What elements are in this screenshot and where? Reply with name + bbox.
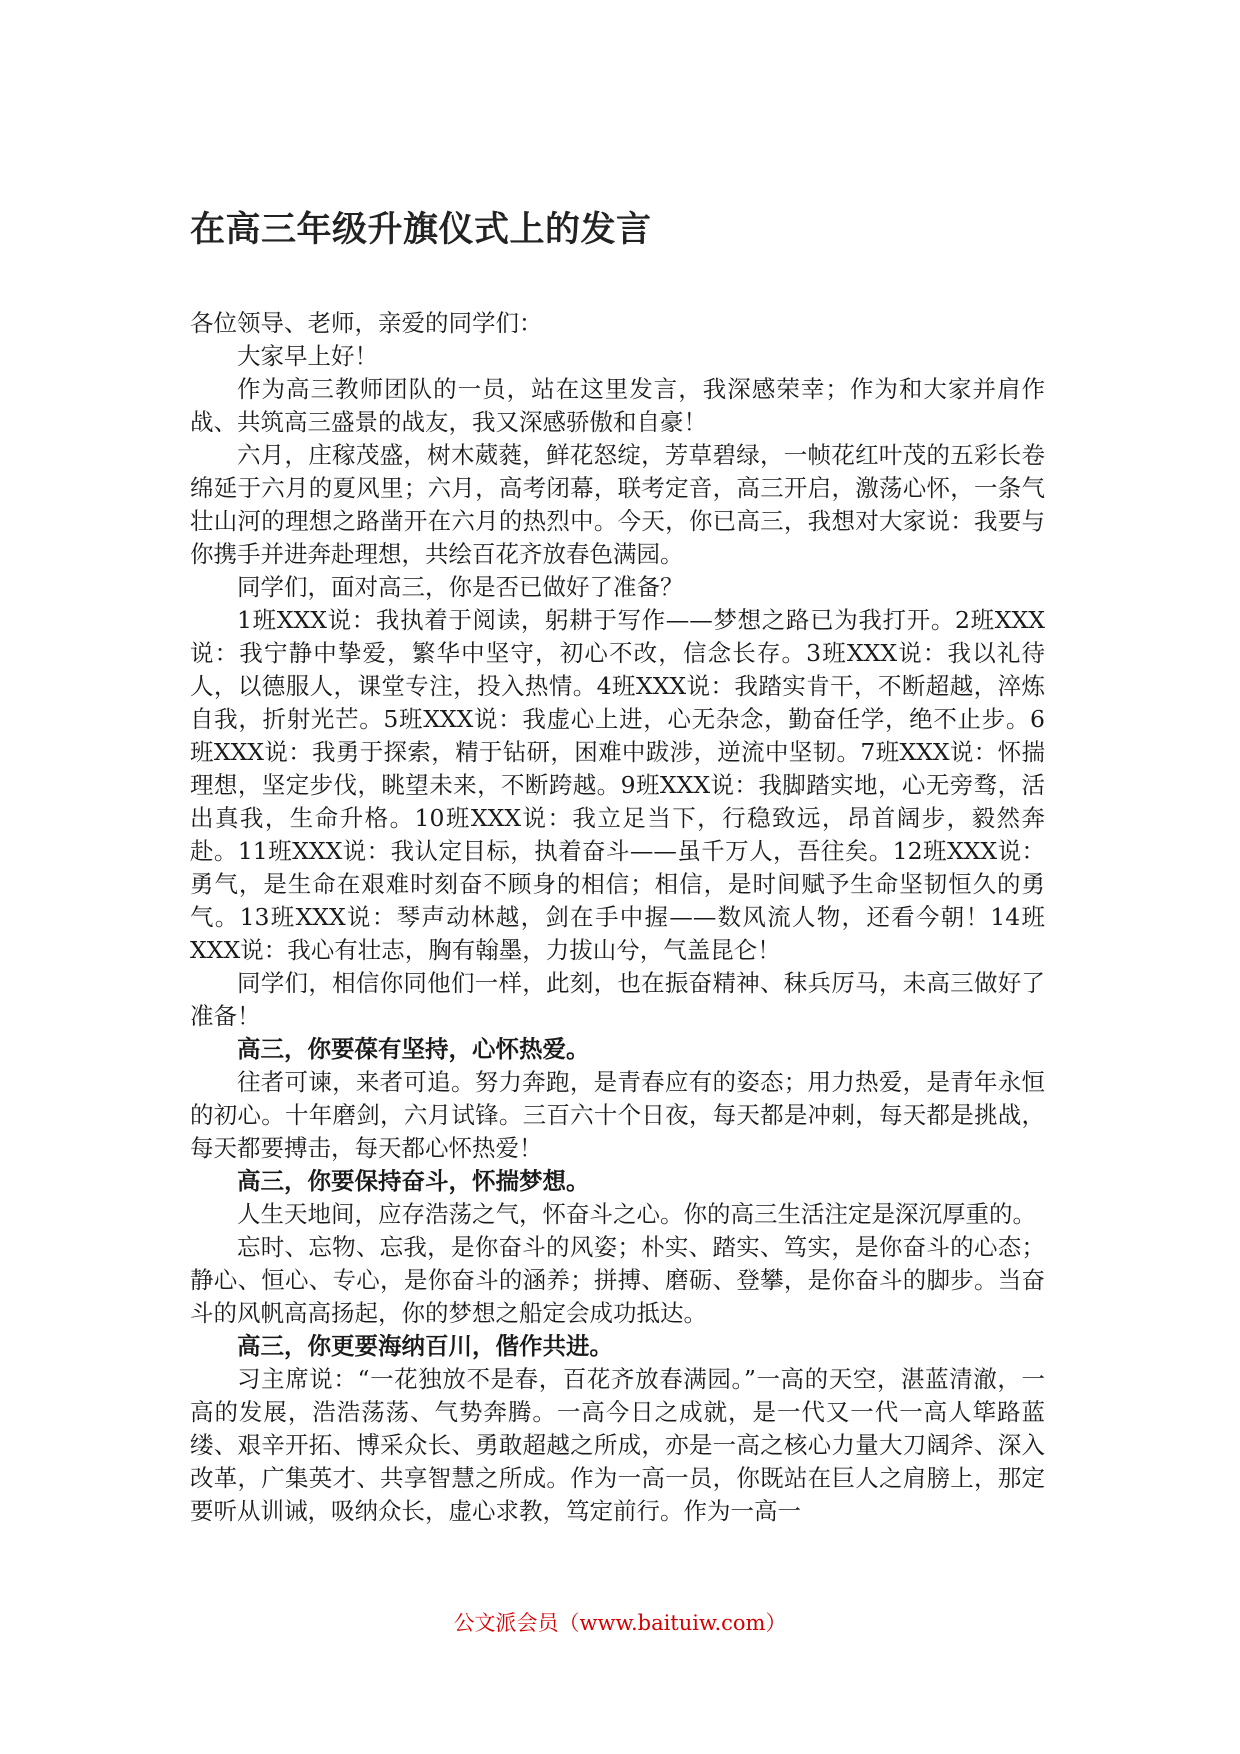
- section-heading-3: 高三，你更要海纳百川，偕作共进。: [237, 1332, 613, 1360]
- salutation: 各位领导、老师，亲爱的同学们：: [190, 309, 543, 337]
- section-2-paragraph-1: 人生天地间，应存浩荡之气，怀奋斗之心。你的高三生活注定是深沉厚重的。: [237, 1200, 1036, 1228]
- document-body: [190, 307, 1045, 1528]
- footer-watermark: 公文派会员（www.baituiw.com）: [453, 1611, 787, 1635]
- paragraph-question: 同学们，面对高三，你是否已做好了准备？: [237, 573, 684, 601]
- paragraph-intro: 作为高三教师团队的一员，站在这里发言，我深感荣幸；作为和大家并肩作战、共筑高三盛景的战友，我又深感骄傲和自豪！: [190, 375, 1045, 436]
- section-heading-1: 高三，你要葆有坚持，心怀热爱。: [237, 1035, 590, 1063]
- section-2-paragraph-2: 忘时、忘物、忘我，是你奋斗的风姿；朴实、踏实、笃实，是你奋斗的心态；静心、恒心、专心，是你奋斗的涵养；拼搏、磨砺、登攀，是你奋斗的脚步。当奋斗的风帆高高扬起，你的梦想之船定会成功抵达。: [190, 1233, 1045, 1327]
- page-title: 在高三年级升旗仪式上的发言: [190, 210, 652, 250]
- section-3-paragraph: 习主席说：“一花独放不是春，百花齐放春满园。”一高的天空，湛蓝清澈，一高的发展，浩浩荡荡、气势奔腾。一高今日之成就，是一代又一代一高人筚路蓝缕、艰辛开拓、博采众长、勇敢超越之所成，亦是一高之核心力量大刀阔斧、深入改革，广集英才、共享智慧之所成。作为一高一员，你既站在巨人之肩膀上，那定要听从训诫，吸纳众长，虚心求教，笃定前行。作为一高一: [190, 1365, 1045, 1525]
- section-1-paragraph: 往者可谏，来者可追。努力奔跑，是青春应有的姿态；用力热爱，是青年永恒的初心。十年磨剑，六月试锋。三百六十个日夜，每天都是冲刺，每天都是挑战，每天都要搏击，每天都心怀热爱！: [190, 1068, 1045, 1162]
- paragraph-class-voices: 1班XXX说：我执着于阅读，躬耕于写作——梦想之路已为我打开。2班XXX说：我宁静中挚爱，繁华中坚守，初心不改，信念长存。3班XXX说：我以礼待人，以德服人，课堂专注，投入热情。4班XXX说：我踏实肯干，不断超越，淬炼自我，折射光芒。5班XXX说：我虚心上进，心无杂念，勤奋任学，绝不止步。6班XXX说：我勇于探索，精于钻研，困难中跋涉，逆流中坚韧。7班XXX说：怀揣理想，坚定步伐，眺望未来，不断跨越。9班XXX说：我脚踏实地，心无旁骛，活出真我，生命升格。10班XXX说：我立足当下，行稳致远，昂首阔步，毅然奔赴。11班XXX说：我认定目标，执着奋斗——虽千万人，吾往矣。12班XXX说：勇气，是生命在艰难时刻奋不顾身的相信；相信，是时间赋予生命坚韧恒久的勇气。13班XXX说：琴声动林越，剑在手中握——数风流人物，还看今朝！14班XXX说：我心有壮志，胸有翰墨，力拔山兮，气盖昆仑！: [190, 606, 1045, 964]
- paragraph-june: 六月，庄稼茂盛，树木葳蕤，鲜花怒绽，芳草碧绿，一帧花红叶茂的五彩长卷绵延于六月的夏风里；六月，高考闭幕，联考定音，高三开启，激荡心怀，一条气壮山河的理想之路凿开在六月的热烈中。今天，你已高三，我想对大家说：我要与你携手并进奔赴理想，共绘百花齐放春色满园。: [190, 441, 1045, 568]
- paragraph-ready: 同学们，相信你同他们一样，此刻，也在振奋精神、秣兵厉马，未高三做好了准备！: [190, 969, 1045, 1030]
- paragraph-greeting: 大家早上好！: [237, 342, 378, 370]
- section-heading-2: 高三，你要保持奋斗，怀揣梦想。: [237, 1167, 590, 1195]
